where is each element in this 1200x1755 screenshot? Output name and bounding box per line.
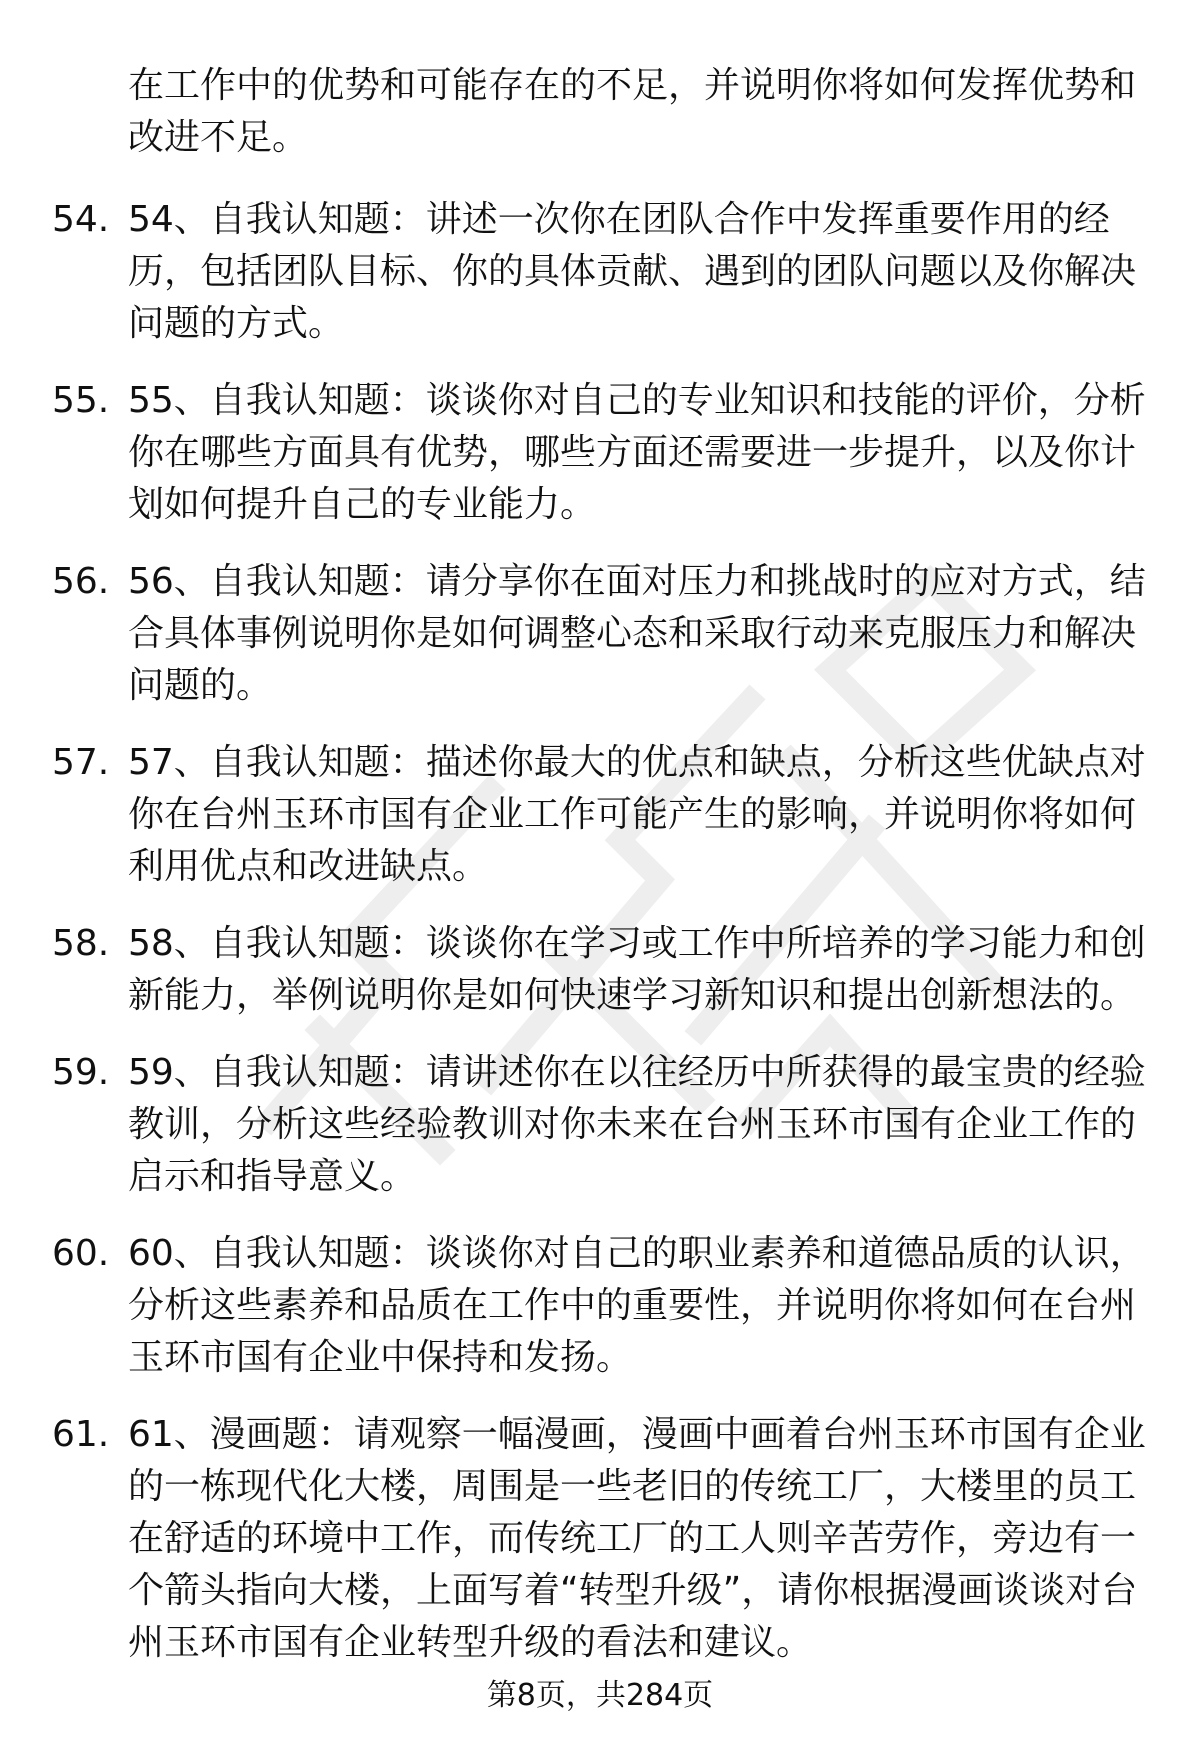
continuation-text: 在工作中的优势和可能存在的不足，并说明你将如何发挥优势和改进不足。 xyxy=(128,65,1137,158)
list-item xyxy=(0,737,1148,893)
page-footer xyxy=(0,1676,1200,1716)
list-item xyxy=(0,194,1148,350)
question-text: 56、自我认知题：请分享你在面对压力和挑战时的应对方式，结合具体事例说明你是如何调整心态和采取行动来克服压力和解决问题的。 xyxy=(128,561,1146,706)
question-number: 56. xyxy=(52,561,110,602)
question-number: 57. xyxy=(52,742,110,783)
list-item xyxy=(0,1228,1148,1384)
question-number: 61. xyxy=(52,1414,110,1455)
question-list xyxy=(0,194,1200,1694)
question-text: 61、漫画题：请观察一幅漫画，漫画中画着台州玉环市国有企业的一栋现代化大楼，周围是一些老旧的传统工厂，大楼里的员工在舒适的环境中工作，而传统工厂的工人则辛苦劳作，旁边有一个箭头指向大楼，上面写着“转型升级”，请你根据漫画谈谈对台州玉环市国有企业转型升级的看法和建议。 xyxy=(128,1414,1146,1663)
question-number: 55. xyxy=(52,380,110,421)
list-item xyxy=(0,556,1148,712)
question-number: 59. xyxy=(52,1052,110,1093)
question-text: 54、自我认知题：讲述一次你在团队合作中发挥重要作用的经历，包括团队目标、你的具体贡献、遇到的团队问题以及你解决问题的方式。 xyxy=(128,199,1137,344)
question-text: 57、自我认知题：描述你最大的优点和缺点，分析这些优缺点对你在台州玉环市国有企业工作可能产生的影响，并说明你将如何利用优点和改进缺点。 xyxy=(128,742,1146,887)
question-text: 60、自我认知题：谈谈你对自己的职业素养和道德品质的认识，分析这些素养和品质在工作中的重要性，并说明你将如何在台州玉环市国有企业中保持和发扬。 xyxy=(128,1233,1146,1378)
list-item xyxy=(0,1409,1148,1669)
question-text: 55、自我认知题：谈谈你对自己的专业知识和技能的评价，分析你在哪些方面具有优势，哪些方面还需要进一步提升，以及你计划如何提升自己的专业能力。 xyxy=(128,380,1146,525)
question-text: 59、自我认知题：请讲述你在以往经历中所获得的最宝贵的经验教训，分析这些经验教训对你未来在台州玉环市国有企业工作的启示和指导意义。 xyxy=(128,1052,1146,1197)
question-text: 58、自我认知题：谈谈你在学习或工作中所培养的学习能力和创新能力，举例说明你是如何快速学习新知识和提出创新想法的。 xyxy=(128,923,1146,1016)
list-item xyxy=(0,375,1148,531)
page-number-label: 第8页，共284页 xyxy=(486,1678,714,1713)
question-number: 54. xyxy=(52,199,110,240)
list-item xyxy=(0,1047,1148,1203)
list-item xyxy=(0,918,1148,1022)
question-number: 60. xyxy=(52,1233,110,1274)
question-number: 58. xyxy=(52,923,110,964)
